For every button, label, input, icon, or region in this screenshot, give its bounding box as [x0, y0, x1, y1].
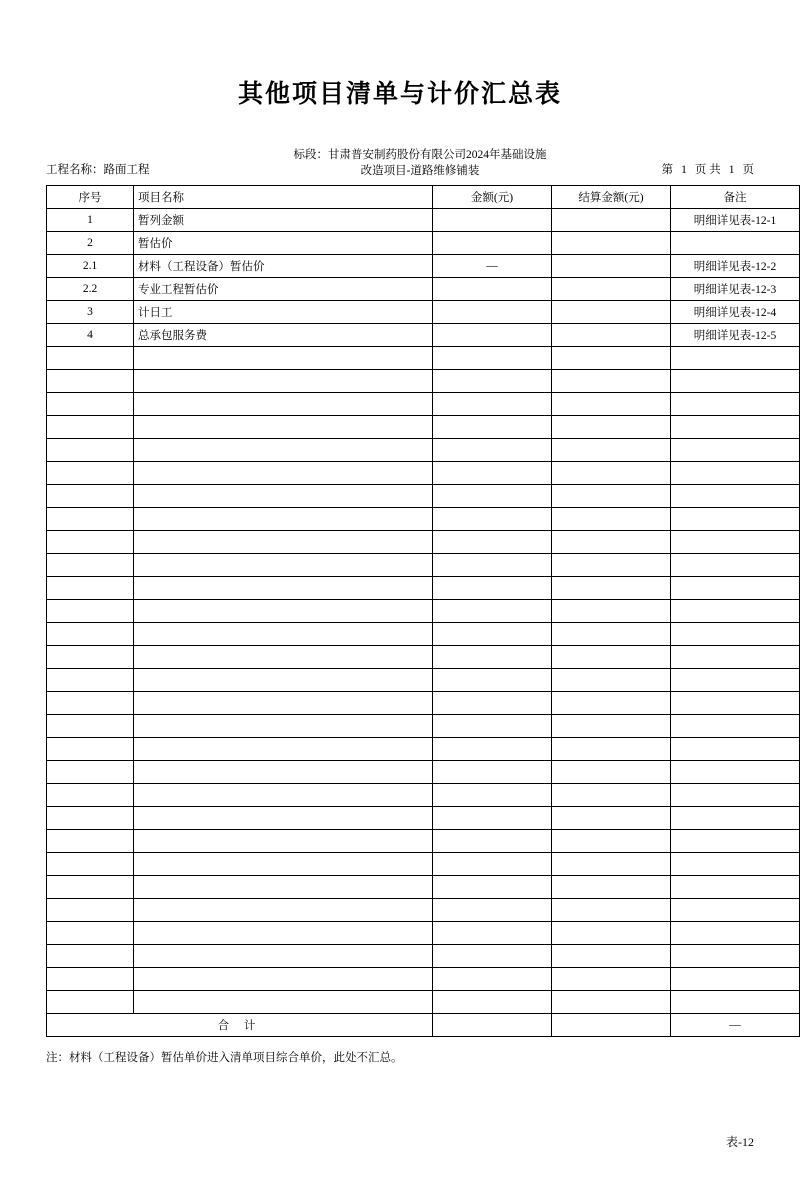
cell-name	[134, 738, 433, 761]
cell-name: 专业工程暂估价	[134, 278, 433, 301]
cell-amount	[433, 439, 552, 462]
cell-remark	[671, 853, 800, 876]
cell-settlement	[552, 807, 671, 830]
page-unit: 页	[742, 163, 754, 176]
cell-no	[47, 623, 134, 646]
cell-settlement	[552, 577, 671, 600]
cell-remark	[671, 945, 800, 968]
table-row-empty	[47, 715, 800, 738]
cell-remark	[671, 370, 800, 393]
cell-amount	[433, 531, 552, 554]
cell-settlement	[552, 968, 671, 991]
cell-settlement	[552, 646, 671, 669]
project-name-label: 工程名称：路面工程	[46, 163, 150, 176]
cell-settlement	[552, 692, 671, 715]
cell-name	[134, 554, 433, 577]
cell-name	[134, 439, 433, 462]
cell-settlement	[552, 255, 671, 278]
cell-settlement	[552, 462, 671, 485]
table-row-empty	[47, 784, 800, 807]
cell-no	[47, 554, 134, 577]
table-row-empty	[47, 508, 800, 531]
cell-no	[47, 508, 134, 531]
cell-name: 材料（工程设备）暂估价	[134, 255, 433, 278]
cell-no	[47, 669, 134, 692]
cell-remark	[671, 462, 800, 485]
cell-name	[134, 462, 433, 485]
table-body	[47, 209, 800, 1037]
cell-remark	[671, 715, 800, 738]
cell-settlement	[552, 991, 671, 1014]
cell-settlement	[552, 439, 671, 462]
page-of-word: 页 共	[694, 163, 721, 176]
total-remark: —	[671, 1014, 800, 1037]
table-row-empty	[47, 485, 800, 508]
cell-remark	[671, 669, 800, 692]
table-row-empty	[47, 899, 800, 922]
cell-name	[134, 485, 433, 508]
cell-name: 计日工	[134, 301, 433, 324]
cell-no	[47, 347, 134, 370]
cell-name	[134, 761, 433, 784]
cell-settlement	[552, 393, 671, 416]
cell-name	[134, 968, 433, 991]
cell-remark	[671, 738, 800, 761]
cell-no	[47, 761, 134, 784]
cell-remark	[671, 416, 800, 439]
table-row-empty	[47, 554, 800, 577]
cell-settlement	[552, 324, 671, 347]
cell-no	[47, 784, 134, 807]
cell-amount	[433, 485, 552, 508]
cell-name	[134, 876, 433, 899]
cell-remark: 明细详见表-12-5	[671, 324, 800, 347]
table-row-empty	[47, 439, 800, 462]
column-header-settlement: 结算金额(元)	[552, 186, 671, 209]
cell-name	[134, 899, 433, 922]
cell-settlement	[552, 623, 671, 646]
cell-remark	[671, 922, 800, 945]
table-row-empty	[47, 531, 800, 554]
cell-no	[47, 485, 134, 508]
cell-remark	[671, 807, 800, 830]
column-header-no: 序号	[47, 186, 134, 209]
cell-settlement	[552, 370, 671, 393]
cell-amount	[433, 209, 552, 232]
cell-remark	[671, 991, 800, 1014]
cell-no	[47, 692, 134, 715]
cell-name	[134, 577, 433, 600]
cell-amount	[433, 968, 552, 991]
cell-no	[47, 393, 134, 416]
cell-amount	[433, 738, 552, 761]
cell-no	[47, 807, 134, 830]
cell-no	[47, 991, 134, 1014]
cell-settlement	[552, 278, 671, 301]
table-row-empty	[47, 876, 800, 899]
cell-amount	[433, 347, 552, 370]
table-row-empty	[47, 623, 800, 646]
cell-settlement	[552, 416, 671, 439]
cell-amount	[433, 807, 552, 830]
cell-remark	[671, 439, 800, 462]
cell-name	[134, 623, 433, 646]
cell-name	[134, 807, 433, 830]
cell-name	[134, 347, 433, 370]
cell-amount	[433, 991, 552, 1014]
cell-amount	[433, 945, 552, 968]
cell-remark	[671, 554, 800, 577]
cell-amount	[433, 416, 552, 439]
cell-amount	[433, 393, 552, 416]
cell-no	[47, 370, 134, 393]
cell-amount	[433, 899, 552, 922]
cell-amount	[433, 577, 552, 600]
cell-remark	[671, 646, 800, 669]
cell-name	[134, 646, 433, 669]
cell-settlement	[552, 531, 671, 554]
section-prefix: 标段：	[293, 149, 328, 161]
cell-remark	[671, 830, 800, 853]
cell-remark	[671, 577, 800, 600]
cell-amount	[433, 830, 552, 853]
table-row-empty	[47, 761, 800, 784]
page-title: 其他项目清单与计价汇总表	[237, 80, 562, 108]
cell-no	[47, 830, 134, 853]
page-word: 第	[661, 163, 674, 176]
cell-no	[47, 899, 134, 922]
cell-no: 2.2	[47, 278, 134, 301]
cell-remark	[671, 623, 800, 646]
table-row-empty	[47, 738, 800, 761]
cell-no	[47, 577, 134, 600]
table-note: 注：材料（工程设备）暂估单价进入清单项目综合单价，此处不汇总。	[46, 1052, 403, 1065]
cell-remark	[671, 508, 800, 531]
table-row	[47, 278, 800, 301]
cell-name: 暂估价	[134, 232, 433, 255]
cell-amount	[433, 232, 552, 255]
section-label	[261, 148, 579, 179]
cell-remark	[671, 531, 800, 554]
table-row	[47, 301, 800, 324]
column-header-remark: 备注	[671, 186, 800, 209]
cell-name: 总承包服务费	[134, 324, 433, 347]
cell-remark: 明细详见表-12-3	[671, 278, 800, 301]
cell-amount	[433, 784, 552, 807]
cell-name	[134, 991, 433, 1014]
cell-remark	[671, 761, 800, 784]
document-page	[0, 74, 800, 1202]
cell-no: 4	[47, 324, 134, 347]
cell-name	[134, 508, 433, 531]
cell-settlement	[552, 232, 671, 255]
table-row-empty	[47, 646, 800, 669]
table-row-empty	[47, 807, 800, 830]
cell-amount	[433, 278, 552, 301]
cell-amount	[433, 600, 552, 623]
cell-remark	[671, 485, 800, 508]
table-row-empty	[47, 393, 800, 416]
cell-name	[134, 945, 433, 968]
cell-amount	[433, 922, 552, 945]
table-row-empty	[47, 577, 800, 600]
cell-name	[134, 692, 433, 715]
table-row-empty	[47, 968, 800, 991]
cell-amount	[433, 462, 552, 485]
table-row-empty	[47, 945, 800, 968]
table-row	[47, 232, 800, 255]
cell-remark	[671, 899, 800, 922]
cell-amount	[433, 324, 552, 347]
cell-amount	[433, 554, 552, 577]
cell-settlement	[552, 784, 671, 807]
form-code: 表-12	[726, 1135, 754, 1149]
cell-settlement	[552, 922, 671, 945]
total-label: 合 计	[47, 1014, 433, 1037]
total-settlement	[552, 1014, 671, 1037]
cell-amount	[433, 301, 552, 324]
page-current: 1	[681, 163, 687, 176]
cell-remark	[671, 784, 800, 807]
cell-no	[47, 922, 134, 945]
cell-remark	[671, 600, 800, 623]
cell-name	[134, 600, 433, 623]
table-row-empty	[47, 830, 800, 853]
cell-no	[47, 439, 134, 462]
table-row	[47, 209, 800, 232]
cell-settlement	[552, 715, 671, 738]
cell-remark	[671, 393, 800, 416]
cell-name: 暂列金额	[134, 209, 433, 232]
table-total-row	[47, 1014, 800, 1037]
cell-name	[134, 853, 433, 876]
table-row-empty	[47, 600, 800, 623]
section-line-1: 甘肃普安制药股份有限公司2024年基础设施	[328, 149, 547, 161]
cell-settlement	[552, 738, 671, 761]
cell-amount	[433, 646, 552, 669]
cell-settlement	[552, 945, 671, 968]
cell-no: 1	[47, 209, 134, 232]
cell-amount	[433, 853, 552, 876]
cell-settlement	[552, 853, 671, 876]
cell-no: 2.1	[47, 255, 134, 278]
cell-settlement	[552, 669, 671, 692]
section-line-2: 改造项目-道路维修铺装	[360, 164, 480, 177]
cell-settlement	[552, 347, 671, 370]
table-header-row	[47, 186, 800, 209]
page-number	[579, 163, 754, 180]
table-row-empty	[47, 462, 800, 485]
cell-settlement	[552, 600, 671, 623]
cell-no	[47, 876, 134, 899]
cell-settlement	[552, 876, 671, 899]
cell-settlement	[552, 209, 671, 232]
column-header-name: 项目名称	[134, 186, 433, 209]
cell-name	[134, 370, 433, 393]
table-row-empty	[47, 692, 800, 715]
cell-name	[134, 784, 433, 807]
other-items-summary-table	[46, 185, 800, 1037]
cell-no	[47, 531, 134, 554]
cell-no	[47, 715, 134, 738]
cell-remark	[671, 347, 800, 370]
cell-name	[134, 830, 433, 853]
cell-amount: —	[433, 255, 552, 278]
table-row-empty	[47, 922, 800, 945]
cell-amount	[433, 761, 552, 784]
cell-settlement	[552, 554, 671, 577]
document-meta	[46, 148, 754, 179]
cell-no	[47, 968, 134, 991]
cell-no: 2	[47, 232, 134, 255]
cell-amount	[433, 692, 552, 715]
cell-amount	[433, 370, 552, 393]
cell-no	[47, 853, 134, 876]
cell-remark	[671, 968, 800, 991]
cell-no	[47, 600, 134, 623]
page-total: 1	[728, 163, 735, 176]
cell-name	[134, 715, 433, 738]
cell-name	[134, 416, 433, 439]
cell-settlement	[552, 485, 671, 508]
table-row-empty	[47, 370, 800, 393]
table-row-empty	[47, 853, 800, 876]
cell-remark: 明细详见表-12-2	[671, 255, 800, 278]
table-header	[47, 186, 800, 209]
cell-remark	[671, 692, 800, 715]
table-row-empty	[47, 416, 800, 439]
cell-name	[134, 393, 433, 416]
table-row-empty	[47, 991, 800, 1014]
cell-no	[47, 945, 134, 968]
cell-settlement	[552, 899, 671, 922]
cell-amount	[433, 669, 552, 692]
cell-name	[134, 531, 433, 554]
cell-no: 3	[47, 301, 134, 324]
cell-amount	[433, 508, 552, 531]
cell-settlement	[552, 508, 671, 531]
total-amount	[433, 1014, 552, 1037]
cell-settlement	[552, 301, 671, 324]
cell-settlement	[552, 761, 671, 784]
column-header-amount: 金额(元)	[433, 186, 552, 209]
cell-name	[134, 922, 433, 945]
cell-amount	[433, 715, 552, 738]
cell-no	[47, 462, 134, 485]
cell-remark: 明细详见表-12-4	[671, 301, 800, 324]
table-row-empty	[47, 347, 800, 370]
cell-remark: 明细详见表-12-1	[671, 209, 800, 232]
table-row-empty	[47, 669, 800, 692]
cell-remark	[671, 876, 800, 899]
cell-no	[47, 416, 134, 439]
table-row	[47, 324, 800, 347]
cell-amount	[433, 623, 552, 646]
cell-no	[47, 646, 134, 669]
cell-name	[134, 669, 433, 692]
cell-no	[47, 738, 134, 761]
table-row	[47, 255, 800, 278]
cell-amount	[433, 876, 552, 899]
cell-settlement	[552, 830, 671, 853]
cell-remark	[671, 232, 800, 255]
